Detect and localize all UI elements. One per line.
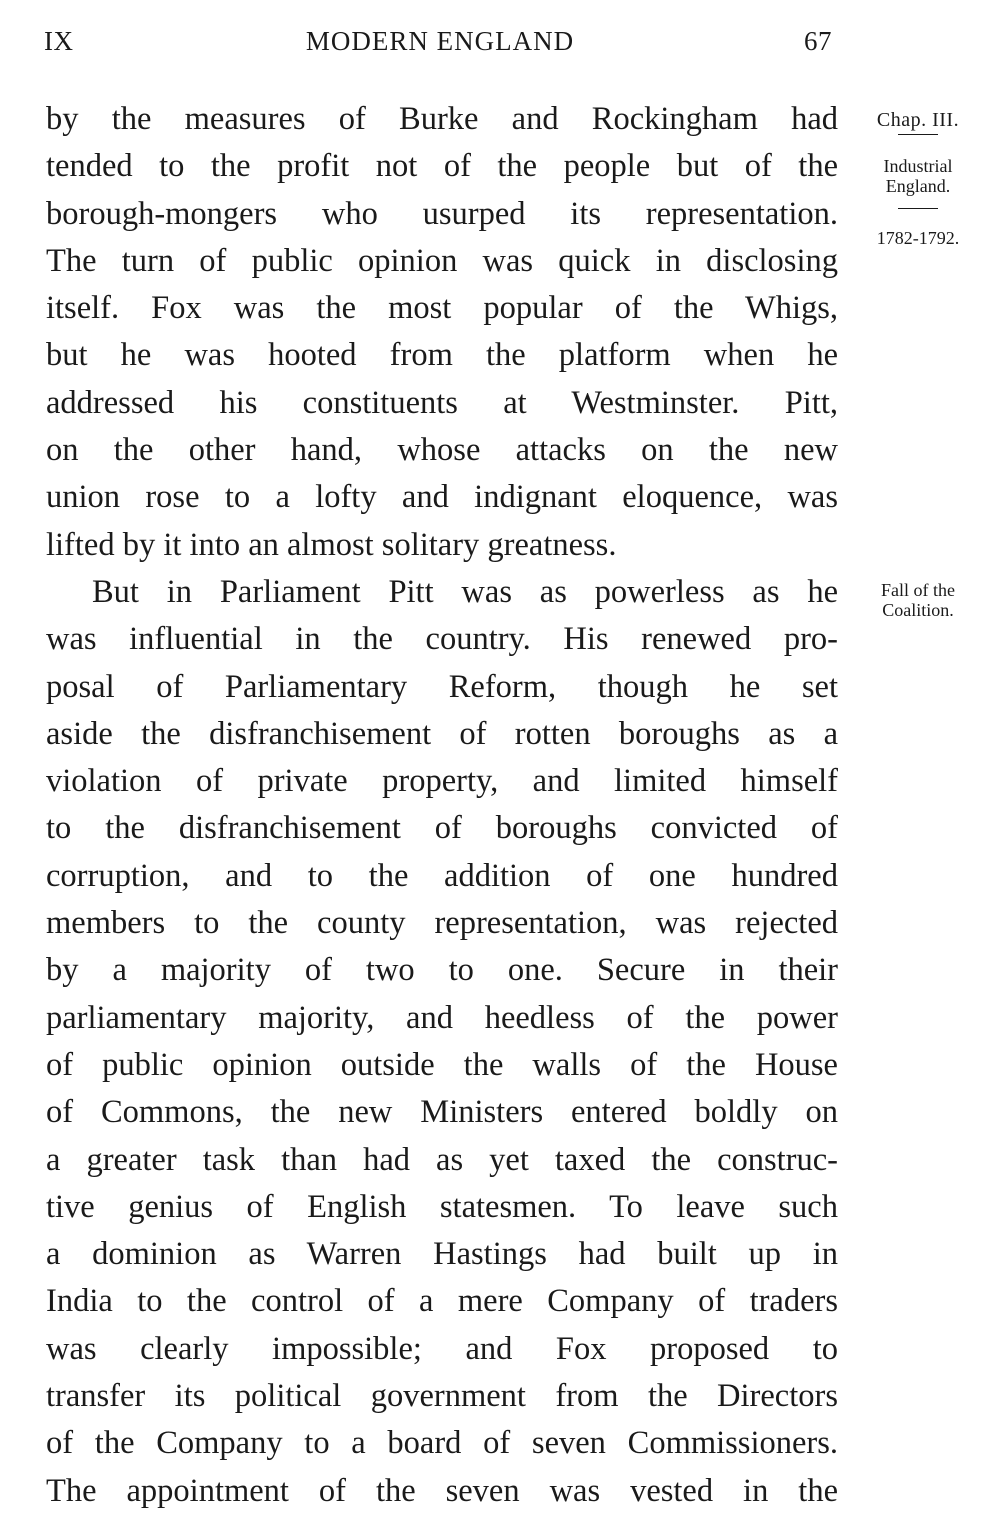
text-line: transfer its political government from the Directors xyxy=(46,1378,838,1415)
sidenote-fall-line2: Coalition. xyxy=(882,600,954,620)
text-line: violation of private property, and limited himself xyxy=(46,763,838,800)
text-line: posal of Parliamentary Reform, though he set xyxy=(46,668,838,705)
sidenote-industrial-england xyxy=(848,156,988,209)
text-line: on the other hand, whose attacks on the new xyxy=(46,432,838,469)
text-line: to the disfranchisement of boroughs convicted of xyxy=(46,810,838,847)
text-line: borough-mongers who usurped its representation. xyxy=(46,195,838,232)
chapter-roman-numeral: IX xyxy=(44,26,74,56)
text-line: The appointment of the seven was vested in the xyxy=(46,1472,838,1509)
text-line: of the Company to a board of seven Commissioners. xyxy=(46,1425,838,1462)
text-line: corruption, and to the addition of one hundred xyxy=(46,857,838,894)
text-line: aside the disfranchisement of rotten boroughs as a xyxy=(46,715,838,752)
text-line: India to the control of a mere Company of traders xyxy=(46,1283,838,1320)
text-line: itself. Fox was the most popular of the Whigs, xyxy=(46,290,838,327)
text-line: of public opinion outside the walls of the House xyxy=(46,1046,838,1083)
sidenote-divider xyxy=(898,208,938,209)
sidenote-industrial-line2: England. xyxy=(885,176,951,196)
sidenote-dates: 1782-1792. xyxy=(876,228,960,248)
body-text xyxy=(46,96,838,1515)
text-line: by a majority of two to one. Secure in their xyxy=(46,952,838,989)
text-line: The turn of public opinion was quick in disclosing xyxy=(46,242,838,279)
text-line: of Commons, the new Ministers entered boldly on xyxy=(46,1094,838,1131)
text-line: members to the county representation, was rejected xyxy=(46,905,838,942)
sidenote-fall-line1: Fall of the xyxy=(881,580,955,600)
text-line: but he was hooted from the platform when he xyxy=(46,337,838,374)
text-line: tive genius of English statesmen. To leave such xyxy=(46,1188,838,1225)
text-line: tended to the profit not of the people but of the xyxy=(46,148,838,185)
text-line: union rose to a lofty and indignant eloquence, was xyxy=(46,479,838,516)
text-line: parliamentary majority, and heedless of the power xyxy=(46,999,838,1036)
text-line: by the measures of Burke and Rockingham had xyxy=(46,101,838,137)
sidenote-chapter-label: Chap. III. xyxy=(876,109,960,131)
sidenote-fall-of-coalition xyxy=(848,580,988,620)
text-line: was clearly impossible; and Fox proposed to xyxy=(46,1330,838,1367)
text-line: was influential in the country. His renewed pro- xyxy=(46,621,838,658)
book-title: MODERN ENGLAND xyxy=(305,26,575,56)
text-line: a greater task than had as yet taxed the construc- xyxy=(46,1141,838,1178)
text-line: addressed his constituents at Westminster. Pitt, xyxy=(46,384,838,421)
running-head xyxy=(44,26,836,62)
sidenote-industrial-line1: Industrial xyxy=(883,156,953,176)
sidenote-chapter xyxy=(848,110,988,135)
page-number: 67 xyxy=(804,26,832,56)
paragraph-start-line: But in Parliament Pitt was as powerless as he xyxy=(92,573,838,610)
sidenote-divider xyxy=(898,134,938,135)
text-line: lifted by it into an almost solitary greatness. xyxy=(46,526,617,563)
text-line: a dominion as Warren Hastings had built up in xyxy=(46,1236,838,1273)
